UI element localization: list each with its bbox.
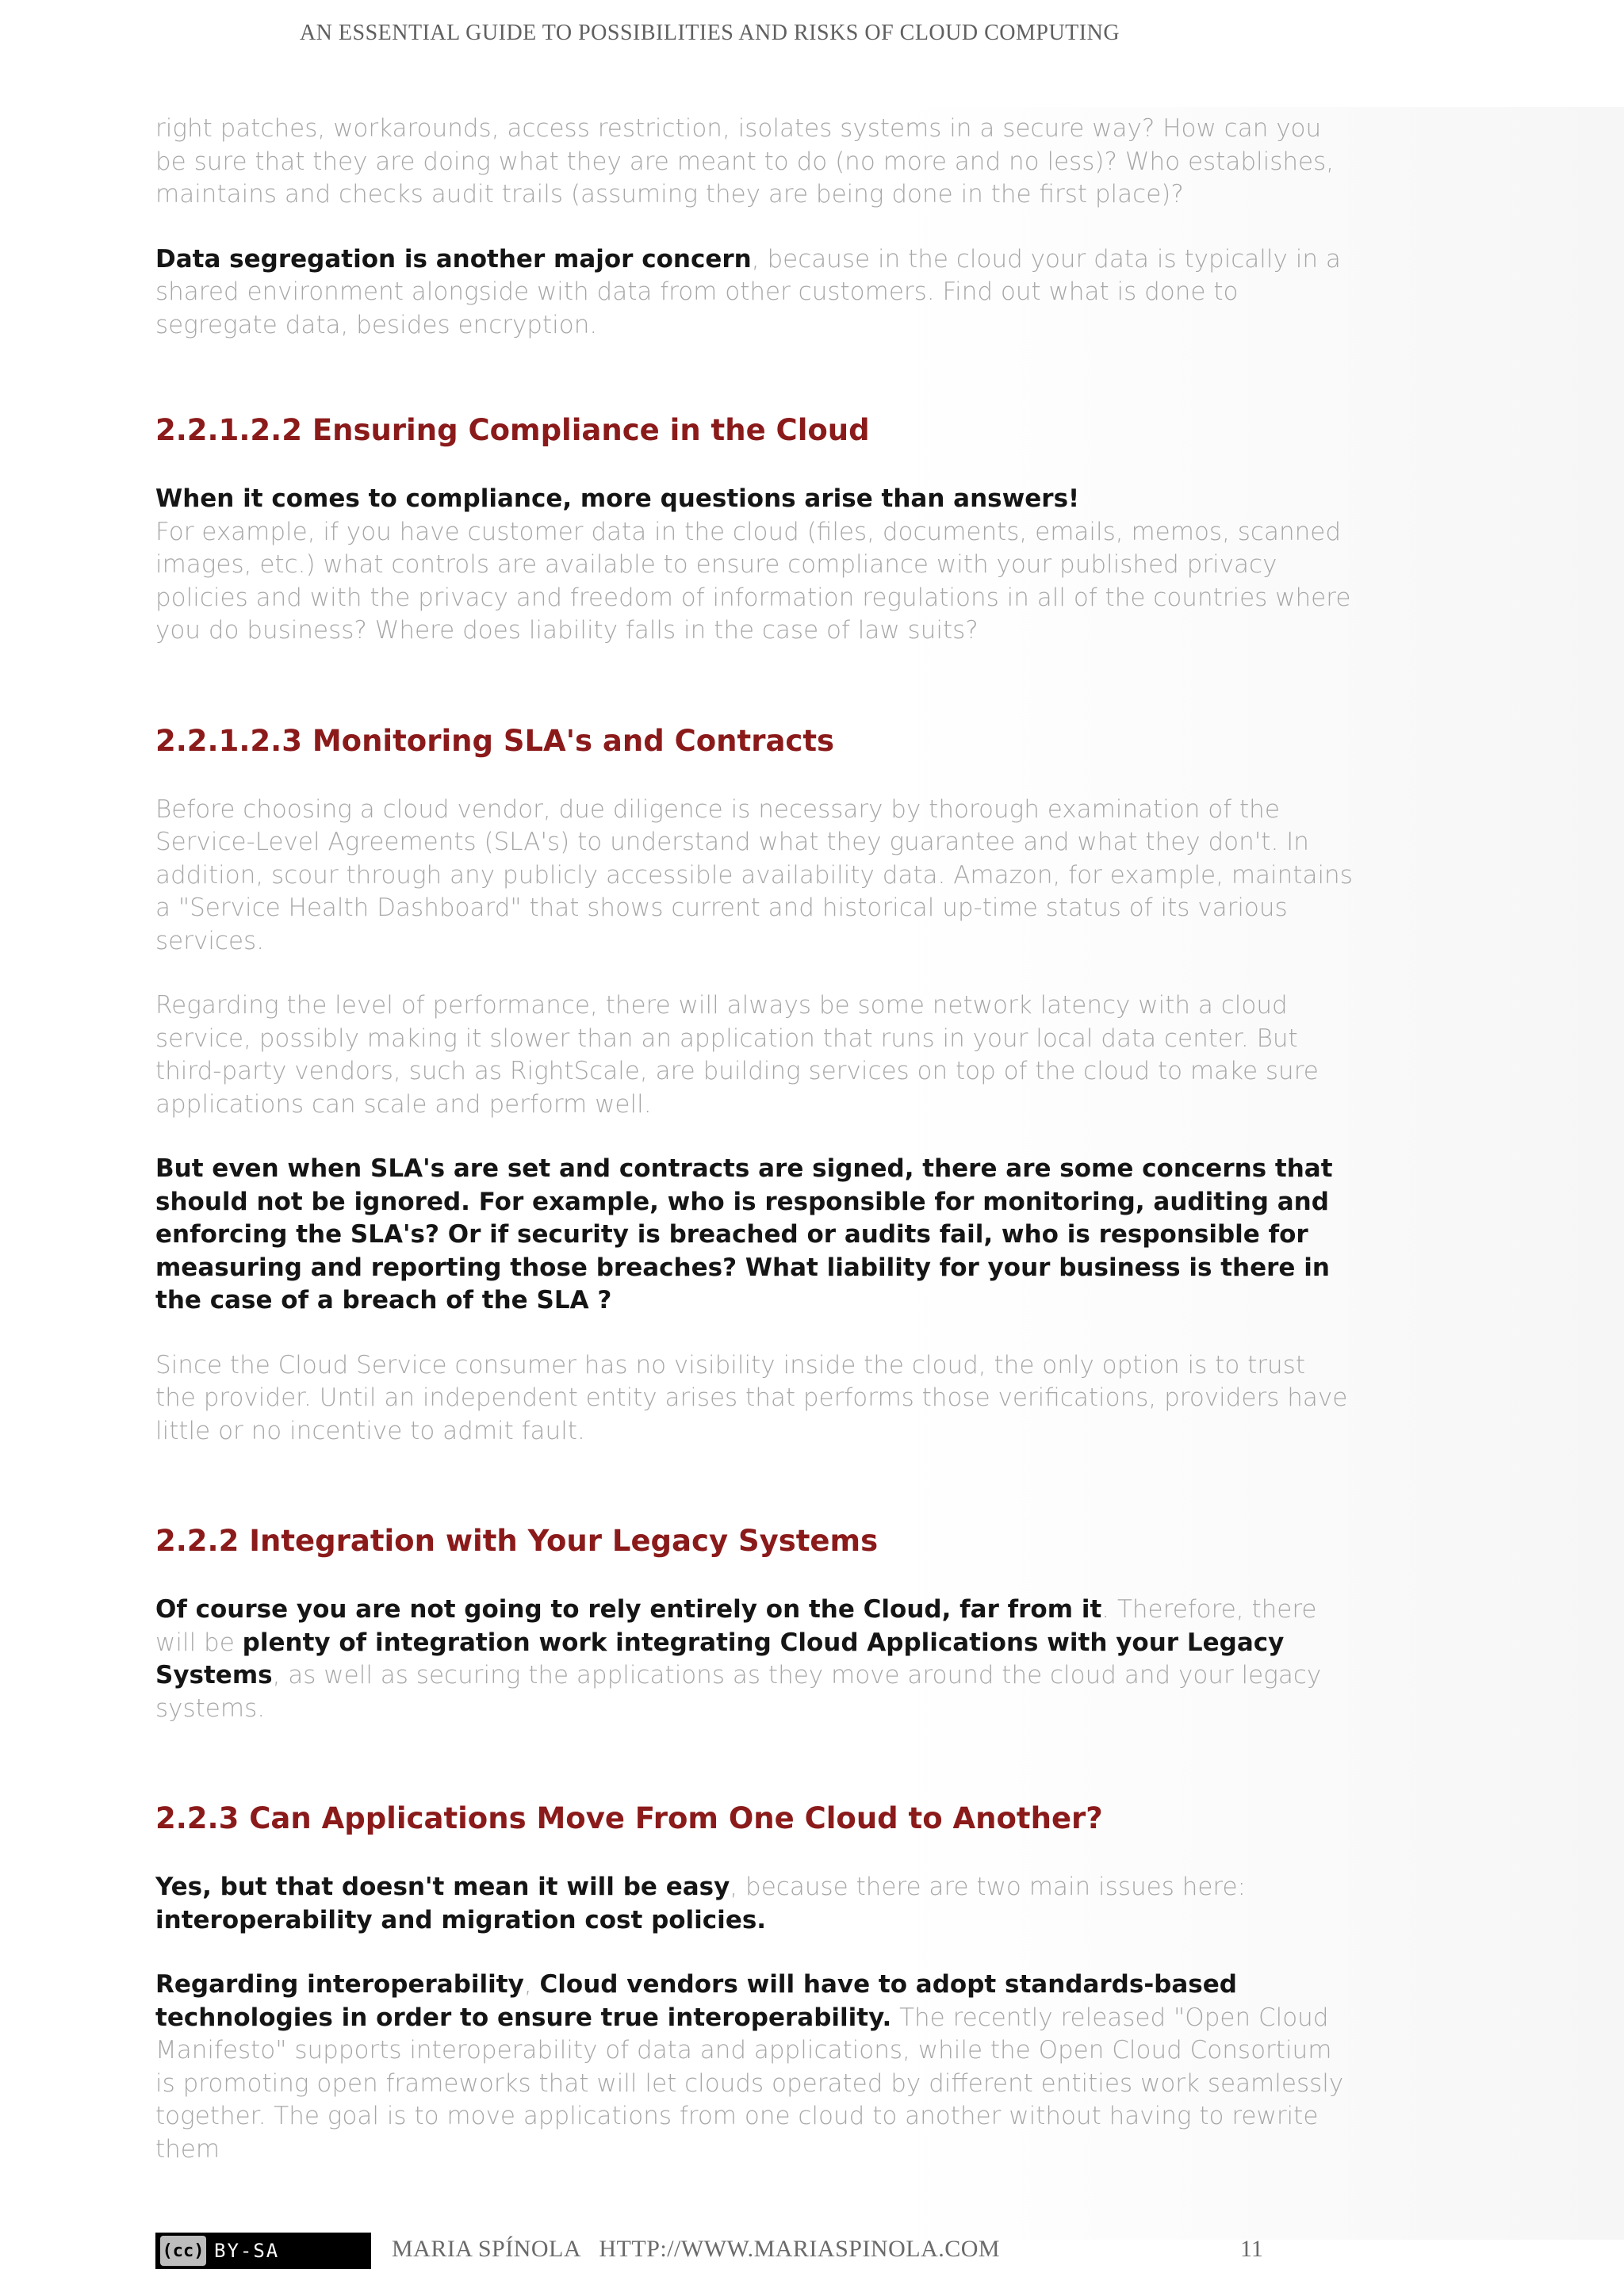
cc-icon: (cc) — [160, 2236, 206, 2266]
heading-sla: 2.2.1.2.3 Monitoring SLA's and Contracts — [155, 723, 835, 758]
cloud-move-bold-2: interoperability and migration cost policies. — [155, 1905, 767, 1934]
heading-cloud-move: 2.2.3 Can Applications Move From One Cloud to Another? — [155, 1801, 1103, 1835]
legacy-paragraph — [155, 1594, 1353, 1725]
legacy-text-1: . Therefore, there will be — [155, 1595, 1317, 1657]
legacy-bold-2: plenty of integration work integrating Cloud Applications with your Legacy Systems — [155, 1628, 1285, 1689]
cloud-move-paragraph-1 — [155, 1871, 1353, 1937]
cc-license-label: BY-SA — [214, 2240, 280, 2262]
sla-paragraph-3 — [155, 1153, 1353, 1318]
legacy-text-2: , as well as securing the applications as they move around the cloud and your legacy systems. — [155, 1661, 1322, 1723]
heading-compliance: 2.2.1.2.2 Ensuring Compliance in the Cloud — [155, 413, 870, 447]
legacy-bold-1: Of course you are not going to rely entirely on the Cloud, far from it — [155, 1595, 1102, 1624]
heading-legacy: 2.2.2 Integration with Your Legacy Systems — [155, 1524, 879, 1558]
segregation-paragraph — [155, 243, 1353, 342]
cloud-move-text-4: The recently released "Open Cloud Manifesto" supports interoperability of data and applications, while the Open Cloud Consortium is promoting open frameworks that will let clouds operated by different entities work seamlessly together. The goal is to move applications from one cloud to another without having to rewrite them — [155, 2003, 1344, 2164]
compliance-lead: When it comes to compliance, more questions arise than answers! — [155, 484, 1080, 513]
compliance-text: For example, if you have customer data in the cloud (files, documents, emails, memos, scanned images, etc.) what controls are available to ensure compliance with your published privacy policies and with the privacy and freedom of information regulations in all of the countries where you do business? Where does liability falls in the case of law suits? — [155, 517, 1351, 645]
page-number: 11 — [1240, 2236, 1263, 2262]
cloud-move-text-1: , because there are two main issues here: — [730, 1873, 1246, 1901]
sla-paragraph-1: Before choosing a cloud vendor, due diligence is necessary by thorough examination of the Service-Level Agreements (SLA's) to understand what they guarantee and what they don't. In addition, scour through any publicly accessible availability data. Amazon, for example, maintains a "Service Health Dashboard" that shows current and historical up-time status of its various services. — [155, 794, 1353, 955]
cloud-move-text-3: , — [523, 1970, 540, 1999]
sla-concerns-bold: But even when SLA's are set and contracts are signed, there are some concerns that should not be ignored. For example, who is responsible for monitoring, auditing and enforcing the SLA's? Or if security is breached or audits fail, who is responsible for measuring and reporting those breaches? What liability for your business is there in the case of a breach of the SLA ? — [155, 1154, 1333, 1314]
sla-paragraph-2: Regarding the level of performance, there will always be some network latency with a cloud service, possibly making it slower than an application that runs in your local data center. But third-party vendors, such as RightScale, are building services on top of the cloud to make sure applications can scale and perform well. — [155, 991, 1319, 1119]
intro-paragraph: right patches, workarounds, access restriction, isolates systems in a secure way? How can you be sure that they are doing what they are meant to do (no more and no less)? Who establishes, maintains and checks audit trails (assuming they are being done in the first place)? — [155, 114, 1335, 209]
cloud-move-bold-4: Cloud vendors will have to adopt standards-based technologies in order to ensure true interoperability. — [155, 1970, 1237, 2032]
cloud-move-paragraph-2 — [155, 1969, 1353, 2166]
cloud-move-bold-3: Regarding interoperability — [155, 1970, 524, 1999]
sla-paragraph-4: Since the Cloud Service consumer has no visibility inside the cloud, the only option is to trust the provider. Until an independent entity arises that performs those verifications, providers have little or no incentive to admit fault. — [155, 1350, 1348, 1445]
creative-commons-badge — [155, 2233, 371, 2269]
cloud-move-bold-1: Yes, but that doesn't mean it will be easy — [155, 1873, 730, 1901]
page-content — [155, 113, 1353, 2166]
running-header: AN ESSENTIAL GUIDE TO POSSIBILITIES AND RISKS OF CLOUD COMPUTING — [299, 21, 1120, 45]
segregation-bold-text: Data segregation is another major concern — [155, 244, 752, 274]
segregation-text: , because in the cloud your data is typically in a shared environment alongside with data from other customers. Find out what is done to segregate data, besides encryption. — [155, 244, 1341, 339]
footer-author-url: MARIA SPÍNOLA HTTP://WWW.MARIASPINOLA.COM — [392, 2236, 1001, 2262]
page-footer — [0, 2226, 1624, 2274]
compliance-paragraph — [155, 483, 1353, 648]
